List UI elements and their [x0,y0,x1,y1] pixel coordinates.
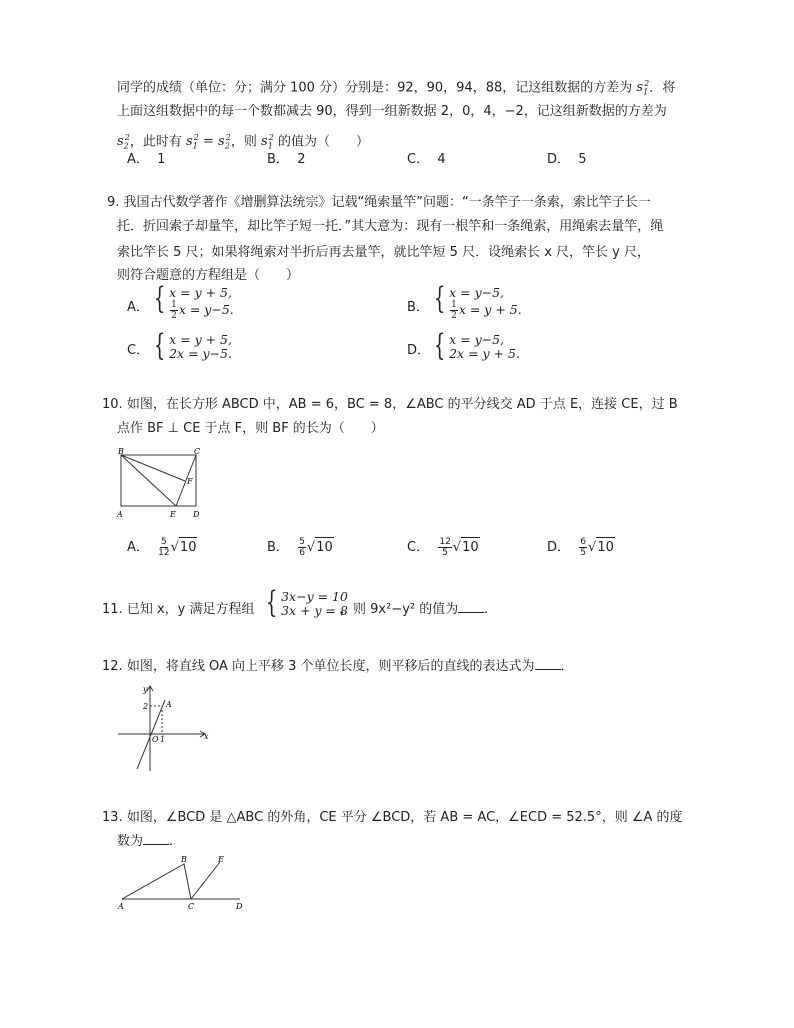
label-1: 1 [160,735,166,744]
q12-text-a: 如图，将直线 OA 向上平移 3 个单位长度，则平移后的直线的表达式为 [126,659,535,674]
equation-2: 3x + y = 8 [281,603,348,618]
label-a: A [118,902,124,911]
q8-line1 [117,74,675,103]
equation-1: x = y−5, [449,285,505,300]
q11-text-b: ，则 9x²−y² 的值为 [340,602,459,617]
q10-line2: 点作 BF ⊥ CE 于点 F，则 BF 的长为（ ） [117,421,384,436]
equation-2-text: x = y + 5. [458,302,522,317]
q9-line2: 托．折回索子却量竿，却比竿子短一托．”其大意为：现有一根竿和一条绳索，用绳索去量竿，绳 [117,219,664,234]
label-y: y [143,685,148,694]
q11-text-c: ． [484,602,498,617]
equation-1: x = y−5, [449,332,505,347]
question-number: 12. [102,659,123,674]
q8-line3-a: ，此时有 [129,134,186,150]
radicand: 10 [461,537,480,558]
q13-line2 [117,832,182,852]
q10-line1-text: 如图，在长方形 ABCD 中，AB = 6，BC = 8，∠ABC 的平分线交 AD 于点 E，连接 CE，过 B [126,397,678,412]
option-letter: D． [547,152,571,167]
label-b: B [181,855,187,864]
equation-lines [169,286,234,321]
equation-lines [449,333,520,361]
q12-coordinate-figure [116,683,212,775]
option-text: 5 [578,152,587,167]
q9-line4: 则符合题意的方程组是（ ） [117,268,300,283]
equation-lines [281,590,348,618]
q13-line2-b: ． [169,834,183,849]
label-a: A [117,510,123,519]
option-letter: A． [127,152,149,167]
equation-1: x = y + 5, [169,285,232,300]
equation-lines [169,333,232,361]
equation-1: 3x−y = 10 [281,589,348,604]
option-text: 4 [437,152,446,167]
segment-ab [122,864,184,899]
fraction [438,537,451,558]
fraction [298,537,306,558]
fraction [158,537,169,558]
q8-option-b[interactable] [267,150,305,170]
q9-option-a-letter[interactable]: A． [127,300,149,315]
q9-option-d-system [430,328,520,363]
fraction: $\frac{1}{2}$ [171,300,177,321]
q8-equation: $s_1^2 = s_2^2$ [186,133,231,151]
denominator: 5 [580,548,587,558]
q11-system [262,585,348,620]
answer-blank[interactable] [458,600,484,613]
q8-line3-b: ，则 [230,134,262,150]
question-number: 10. [102,397,123,412]
q9-line1 [107,193,651,213]
q12-line [102,657,574,677]
q11-line-b [340,600,497,620]
label-d: D [193,510,200,519]
q12-text-b: ． [560,659,574,674]
segment-be [121,455,176,506]
radicand: 10 [315,537,334,558]
q10-option-b[interactable] [267,537,334,558]
brace-icon: { [153,281,166,316]
numerator: 5 [161,537,167,547]
label-f: F [187,477,193,486]
equation-2: 2x = y + 5. [449,346,520,361]
segment-bc [184,864,191,899]
q8-s1-squared: $s_1^2$ [636,79,650,97]
q9-line3: 索比竿长 5 尺；如果将绳索对半折后再去量竿，就比竿短 5 尺．设绳索长 x 尺，竿长 y 尺， [117,245,650,260]
equation-2 [449,300,522,321]
brace-icon: { [265,585,278,620]
numerator: 12 [439,537,451,547]
q10-option-a[interactable] [127,537,197,558]
radicand: 10 [179,537,198,558]
q8-option-c[interactable] [407,150,446,170]
q9-option-c-letter[interactable]: C． [127,343,150,358]
label-d: D [236,902,243,911]
label-c: C [194,447,201,456]
denominator: 6 [299,548,305,558]
sqrt-icon: √ [452,540,462,555]
q9-line1-text: 我国古代数学著作《增删算法统宗》记载“绳索量竿”问题：“一条竿子一条索，索比竿子长一 [123,195,651,210]
q8-option-d[interactable] [547,150,587,170]
q11-line-a [102,600,254,620]
numerator: 5 [299,537,305,547]
option-letter: C． [407,540,430,555]
label-o: O [152,735,159,744]
q8-line2: 上面这组数据中的每一个数都减去 90，得到一组新数据 2，0，4，−2，记这组新数据的方差为 [117,104,667,119]
option-text: 2 [297,152,306,167]
q9-option-b-letter[interactable]: B． [407,300,429,315]
q10-option-d[interactable] [547,537,615,558]
q10-rectangle-figure [112,444,208,522]
equation-lines [449,286,522,321]
label-b: B [118,447,124,456]
equation-2-text: x = y−5. [178,302,234,317]
fraction: $\frac{1}{2}$ [451,300,457,321]
q9-option-a-system [150,281,234,321]
answer-blank[interactable] [143,832,169,845]
q8-s2-squared: $s_2^2$ [117,133,130,151]
label-c: C [188,902,195,911]
ray-ce [191,862,220,899]
q8-line1-text: 同学的成绩（单位：分；满分 100 分）分别是：92，90，94，88，记这组数据的方差为 [117,80,637,96]
sqrt-icon: √ [170,540,179,555]
answer-blank[interactable] [535,657,561,670]
question-number: 9. [107,195,120,210]
sqrt-icon: √ [306,540,316,555]
option-letter: B． [267,152,289,167]
question-number: 11. [102,602,123,617]
option-letter: D． [547,540,571,555]
q10-option-c[interactable] [407,537,480,558]
question-number: 13. [102,810,123,825]
radicand: 10 [596,537,615,558]
q9-option-d-letter[interactable]: D． [407,343,431,358]
q9-option-c-system [150,328,232,363]
label-2: 2 [143,702,149,711]
equation-1: x = y + 5, [169,332,232,347]
option-letter: A． [127,540,149,555]
q13-line2-a: 数为 [117,834,144,849]
label-e: E [170,510,176,519]
q13-triangle-figure [114,852,254,912]
equation-2: 2x = y−5. [169,346,232,361]
equation-2 [169,300,234,321]
segment-ce [176,455,196,506]
denominator: 12 [158,548,170,558]
q8-s1-squared-b: $s_1^2$ [261,133,274,151]
option-letter: B． [267,540,289,555]
numerator: 6 [580,537,587,547]
brace-icon: { [153,328,166,363]
segment-bf [121,455,185,481]
option-text: 1 [157,152,166,167]
q8-option-a[interactable] [127,150,165,170]
q10-line1 [102,395,678,415]
q13-line1 [102,808,683,828]
q11-text-a: 已知 x，y 满足方程组 [126,602,255,617]
sqrt-icon: √ [588,540,597,555]
brace-icon: { [433,281,446,316]
q9-option-b-system [430,281,522,321]
label-e: E [218,855,224,864]
denominator: 5 [442,548,448,558]
q13-line1-text: 如图，∠BCD 是 △ABC 的外角，CE 平分 ∠BCD，若 AB = AC，∠ECD = 52.5°，则 ∠A 的度 [126,810,683,825]
q8-line1-end: ．将 [649,80,676,96]
q8-line3-c: 的值为（ ） [273,134,370,150]
fraction [579,537,587,558]
label-x: x [204,732,209,741]
option-letter: C． [407,152,430,167]
label-a: A [166,700,172,709]
brace-icon: { [433,328,446,363]
